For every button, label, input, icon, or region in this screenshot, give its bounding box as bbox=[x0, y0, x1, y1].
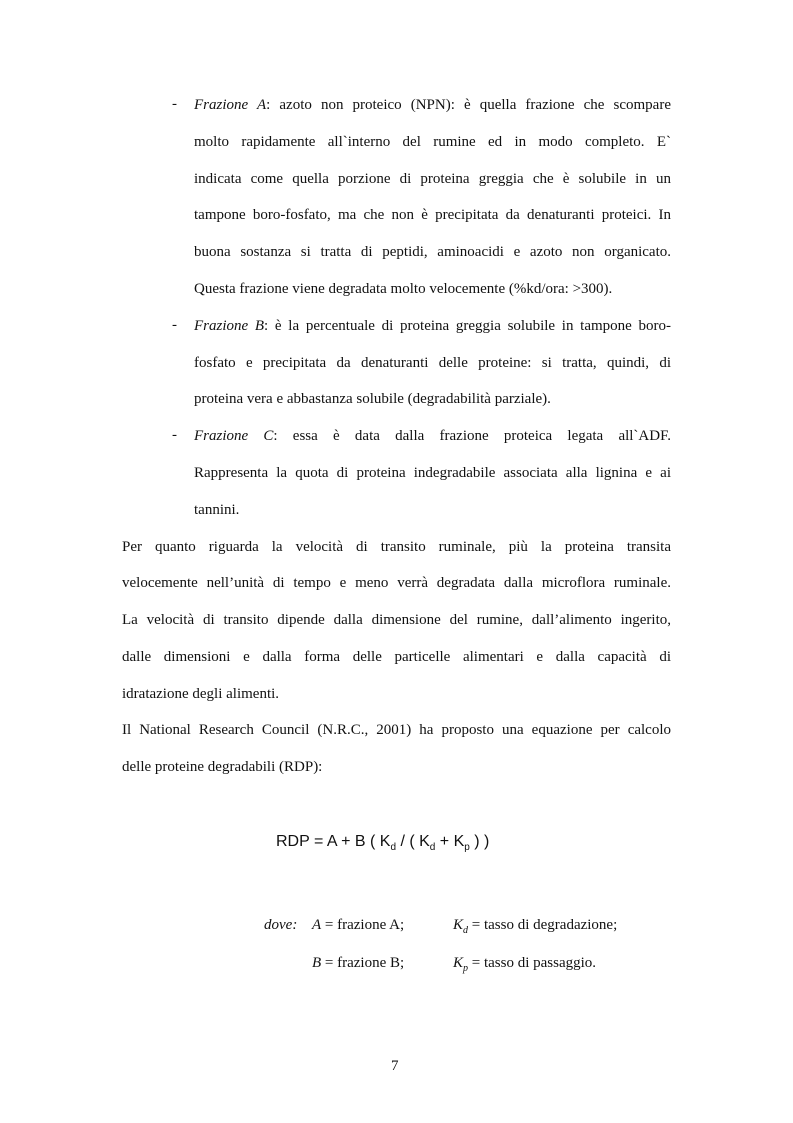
paragraph1-line-3: La velocità di transito dipende dalla dimensione del rumine, dall’alimento ingerito, bbox=[122, 612, 671, 628]
item-c-text: : essa è data dalla frazione proteica legata all`ADF. bbox=[273, 428, 671, 444]
rdp-formula: RDP = A + B ( $K_d$ / ( $K_d + K_p$ ) ) bbox=[276, 833, 490, 853]
item-a-line-2: molto rapidamente all`interno del rumine ed in modo completo. E` bbox=[194, 134, 671, 150]
paragraph1-line-5: idratazione degli alimenti. bbox=[122, 686, 280, 702]
legend-a: A = frazione A; bbox=[312, 917, 405, 933]
item-c-line-2: Rappresenta la quota di proteina indegradabile associata alla lignina e ai bbox=[194, 465, 671, 481]
paragraph1-line-1: Per quanto riguarda la velocità di transito ruminale, più la proteina transita bbox=[122, 539, 671, 555]
item-c-line-3: tannini. bbox=[194, 502, 240, 518]
item-a-term: Frazione A bbox=[194, 97, 267, 113]
item-b-text: : è la percentuale di proteina greggia solubile in tampone boro- bbox=[264, 318, 672, 334]
page-number: 7 bbox=[391, 1058, 399, 1074]
paragraph2-line-2: delle proteine degradabili (RDP): bbox=[122, 759, 323, 775]
legend-b: B = frazione B; bbox=[312, 955, 405, 971]
bullet-dash: - bbox=[172, 427, 177, 443]
item-a-line-5: buona sostanza si tratta di peptidi, aminoacidi e azoto non organicato. bbox=[194, 244, 671, 260]
item-a-line-4: tampone boro-fosfato, ma che non è precipitata da denaturanti proteici. In bbox=[194, 207, 671, 223]
paragraph1-line-4: dalle dimensioni e dalla forma delle particelle alimentari e dalla capacità di bbox=[122, 649, 671, 665]
item-a-line-6: Questa frazione viene degradata molto velocemente (%kd/ora: >300). bbox=[194, 281, 613, 297]
item-c-line-1 bbox=[194, 427, 671, 445]
legend-kp: $K_p$ = tasso di passaggio. bbox=[453, 955, 597, 974]
item-a-text: : azoto non proteico (NPN): è quella frazione che scompare bbox=[266, 97, 671, 113]
item-c-term: Frazione C bbox=[194, 428, 274, 444]
paragraph1-line-2: velocemente nell’unità di tempo e meno verrà degradata dalla microflora ruminale. bbox=[122, 575, 671, 591]
bullet-dash: - bbox=[172, 317, 177, 333]
paragraph2-line-1: Il National Research Council (N.R.C., 2001) ha proposto una equazione per calcolo bbox=[122, 722, 671, 738]
item-a-line-3: indicata come quella porzione di proteina greggia che è solubile in un bbox=[194, 171, 671, 187]
item-b-term: Frazione B bbox=[194, 318, 265, 334]
item-b-line-2: fosfato e precipitata da denaturanti delle proteine: si tratta, quindi, di bbox=[194, 355, 671, 371]
legend-dove: dove: bbox=[264, 917, 298, 933]
item-a-line-1 bbox=[194, 96, 671, 114]
item-b-line-1 bbox=[194, 317, 671, 335]
legend-kd: $K_d$ = tasso di degradazione; bbox=[453, 917, 618, 936]
item-b-line-3: proteina vera e abbastanza solubile (degradabilità parziale). bbox=[194, 391, 551, 407]
bullet-dash: - bbox=[172, 96, 177, 112]
